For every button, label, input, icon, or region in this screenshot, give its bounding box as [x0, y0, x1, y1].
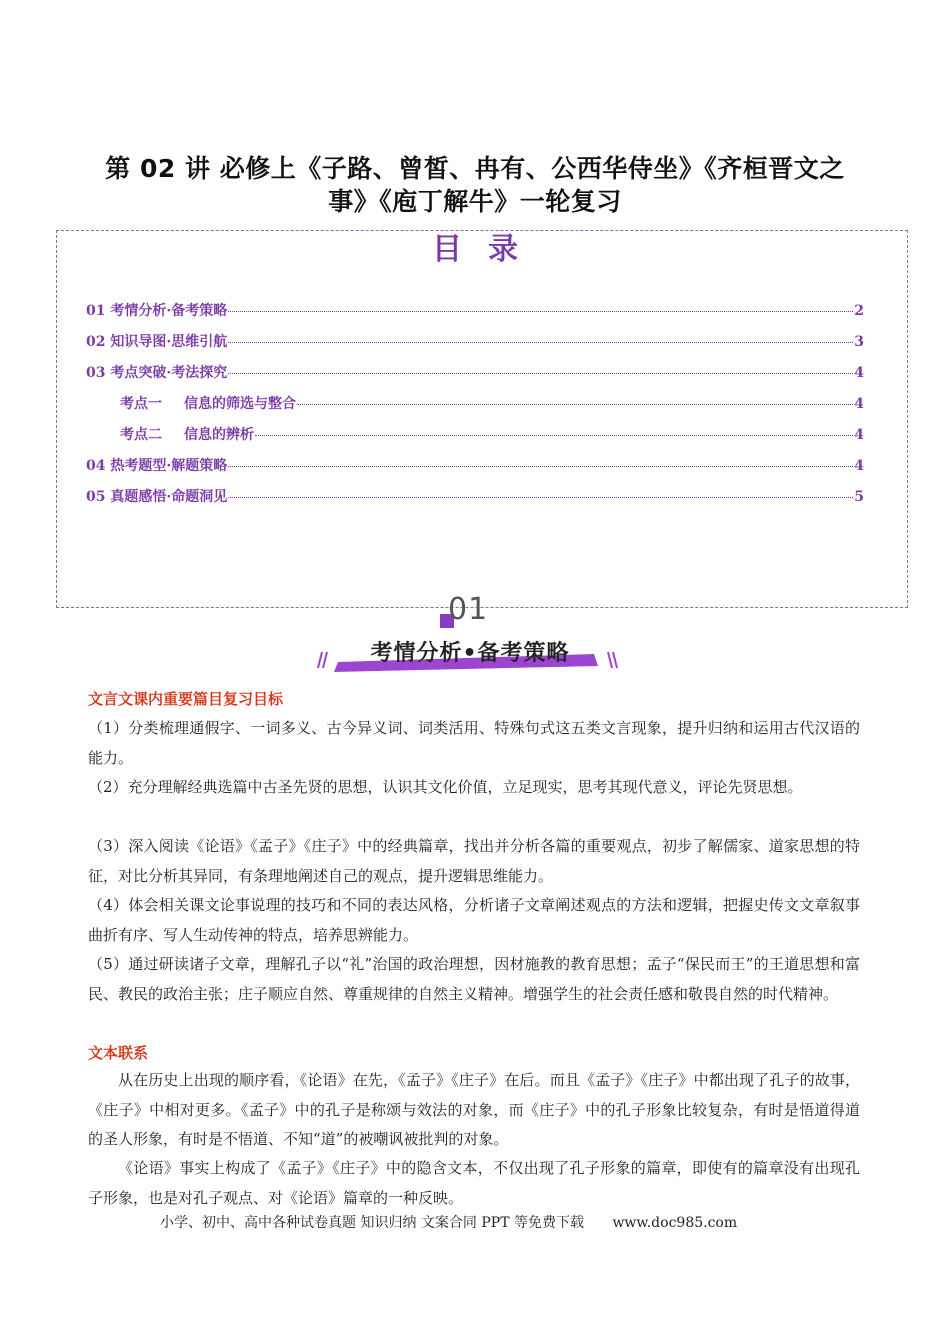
footer-url[interactable]: www.doc985.com: [612, 1215, 738, 1231]
goal-item-3: （3）深入阅读《论语》《孟子》《庄子》中的经典篇章，找出并分析各篇的重要观点，初步了解儒家、道家思想的特征，对比分析其异同，有条理地阐述自己的观点，提升逻辑思维能力。: [88, 837, 860, 885]
toc-entry-05[interactable]: 05 真题感悟·命题洞见 5: [86, 489, 864, 505]
toc-leader-dots: [228, 373, 853, 374]
toc-leader-dots: [255, 435, 853, 436]
document-title: [90, 152, 860, 218]
toc-entry-03[interactable]: 03 考点突破·考法探究 4: [86, 365, 864, 381]
goal-item-5: （5）通过研读诸子文章，理解孔子以“礼”治国的政治理想，因材施教的教育思想；孟子“保民而王”的王道思想和富民、教民的政治主张；庄子顺应自然、尊重规律的自然主义精神。增强学生的社会责任感和敬畏自然的时代精神。: [88, 955, 860, 1003]
page-footer: [160, 1212, 800, 1232]
links-paragraph-2: 《论语》事实上构成了《孟子》《庄子》中的隐含文本，不仅出现了孔子形象的篇章，即使有的篇章没有出现孔子形象，也是对孔子观点、对《论语》篇章的一种反映。: [88, 1159, 860, 1207]
toc-leader-dots: [228, 497, 853, 498]
toc-entry-point-1[interactable]: 考点一 信息的筛选与整合 4: [120, 396, 864, 412]
toc-entry-02[interactable]: 02 知识导图·思维引航 3: [86, 334, 864, 350]
toc-box: [56, 230, 908, 608]
footer-text: 小学、初中、高中各种试卷真题 知识归纳 文案合同 PPT 等免费下载: [160, 1215, 584, 1231]
goals-heading: 文言文课内重要篇目复习目标: [88, 690, 284, 708]
toc-leader-dots: [228, 466, 853, 467]
goal-item-1: （1）分类梳理通假字、一词多义、古今异义词、词类活用、特殊句式这五类文言现象，提升归纳和运用古代汉语的能力。: [88, 719, 860, 767]
links-paragraph-1: 从在历史上出现的顺序看，《论语》在先，《孟子》《庄子》在后。而且《孟子》《庄子》中都出现了孔子的故事，《庄子》中相对更多。《孟子》中的孔子是称颂与效法的对象，而《庄子》中的孔子形象比较复杂，有时是悟道得道的圣人形象，有时是不悟道、不知“道”的被嘲讽被批判的对象。: [88, 1071, 860, 1148]
toc-leader-dots: [228, 342, 853, 343]
goal-item-4: （4）体会相关课文论事说理的技巧和不同的表达风格，分析诸子文章阐述观点的方法和逻辑，把握史传文文章叙事曲折有序、写人生动传神的特点，培养思辨能力。: [88, 896, 860, 944]
goal-item-2: （2）充分理解经典选篇中古圣先贤的思想，认识其文化价值，立足现实，思考其现代意义，评论先贤思想。: [88, 778, 803, 796]
section-title: 考情分析•备考策略: [370, 641, 570, 666]
toc-entry-point-2[interactable]: 考点二 信息的辨析 4: [120, 427, 864, 443]
toc-entry-04[interactable]: 04 热考题型·解题策略 4: [86, 458, 864, 474]
toc-leader-dots: [228, 311, 853, 312]
links-heading: 文本联系: [88, 1044, 149, 1062]
section-number: 01: [448, 592, 489, 627]
toc-entry-01[interactable]: 01 考情分析·备考策略 2: [86, 303, 864, 319]
toc-leader-dots: [297, 404, 853, 405]
title-line-1: 第 02 讲 必修上《子路、曾皙、冉有、公西华侍坐》《齐桓晋文之: [105, 154, 845, 183]
title-line-2: 事》《庖丁解牛》一轮复习: [328, 187, 622, 216]
toc-heading: 目录: [432, 232, 544, 267]
